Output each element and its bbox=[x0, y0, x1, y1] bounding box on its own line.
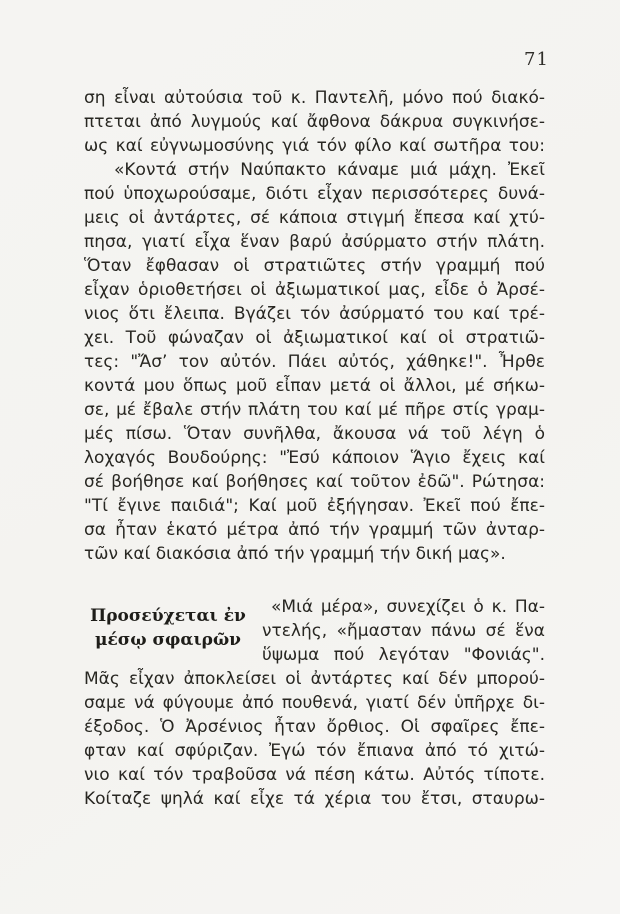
section-column-text bbox=[252, 595, 545, 667]
text-line: χει. Τοῦ φώναζαν οἱ ἀξιωματικοί καί οἱ στρατιῶ- bbox=[84, 328, 545, 348]
paragraph-quote-battle bbox=[84, 158, 545, 566]
text-line: νιος ὅτι ἔλειπα. Βγάζει τόν ἀσύρματό του καί τρέ- bbox=[84, 304, 545, 324]
text-line: εἶχαν ὁριοθετήσει οἱ ἀξιωματικοί μας, εἶδε ὁ Ἀρσέ- bbox=[84, 280, 545, 300]
paragraph-continuation bbox=[84, 86, 545, 158]
text-line: ση εἶναι αὐτούσια τοῦ κ. Παντελῆ, μόνο πού διακό- bbox=[84, 88, 545, 108]
text-line: τες: "Ἄσ’ τον αὐτόν. Πάει αὐτός, χάθηκε!". Ἦρθε bbox=[84, 352, 545, 372]
text-line: σέ βοήθησε καί βοήθησες καί τοῦτον ἐδῶ". Ρώτησα: bbox=[84, 472, 545, 492]
text-line: πησα, γιατί εἶχα ἕναν βαρύ ἀσύρματο στήν πλάτη. bbox=[84, 232, 545, 252]
text-line: μεις οἱ ἀντάρτες, σέ κάποια στιγμή ἔπεσα καί χτύ- bbox=[84, 208, 545, 228]
section-inset-heading bbox=[84, 604, 252, 652]
section-columns bbox=[84, 595, 545, 667]
section-full-width-text bbox=[84, 667, 545, 811]
text-line: έξοδος. Ὁ Ἀρσένιος ἦταν ὄρθιος. Οἱ σφαῖρες ἔπε- bbox=[84, 717, 545, 737]
heading-line: Προσεύχεται ἐν bbox=[90, 606, 246, 626]
text-line: νιο καί τόν τραβοῦσα νά πέση κάτω. Αὐτός τίποτε. bbox=[84, 765, 545, 785]
text-line: ως καί εὐγνωμοσύνης γιά τόν φίλο καί σωτῆρα του: bbox=[84, 136, 545, 156]
text-line: Ὅταν ἔφθασαν οἱ στρατιῶτες στήν γραμμή πού bbox=[84, 256, 545, 276]
text-line: ντελής, «ἤμασταν πάνω σέ ἕνα bbox=[262, 621, 545, 641]
page-number: 71 bbox=[524, 49, 549, 70]
page-text-block bbox=[84, 86, 545, 811]
text-line: ὕψωμα πού λεγόταν "Φονιάς". bbox=[262, 645, 545, 665]
text-line: «Κοντά στήν Ναύπακτο κάναμε μιά μάχη. Ἐκεῖ bbox=[114, 160, 545, 180]
text-line: σε, μέ ἔβαλε στήν πλάτη του καί μέ πῆρε στίς γραμ- bbox=[84, 400, 545, 420]
text-line: λοχαγός Βουδούρης: "Ἐσύ κάποιον Ἅγιο ἔχεις καί bbox=[84, 448, 545, 468]
text-line: φταν καί σφύριζαν. Ἐγώ τόν ἔπιανα ἀπό τό χιτώ- bbox=[84, 741, 545, 761]
text-line: Κοίταζε ψηλά καί εἶχε τά χέρια του ἔτσι, σταυρω- bbox=[84, 789, 545, 809]
text-line: σα ἦταν ἑκατό μέτρα ἀπό τήν γραμμή τῶν ἀνταρ- bbox=[84, 520, 545, 540]
heading-line: μέσῳ σφαιρῶν bbox=[95, 630, 241, 650]
text-line: "Τί ἔγινε παιδιά"; Καί μοῦ ἐξήγησαν. Ἐκεῖ πού ἔπε- bbox=[84, 496, 545, 516]
text-line: τῶν καί διακόσια ἀπό τήν γραμμή τήν δική μας». bbox=[84, 544, 506, 564]
text-line: σαμε νά φύγουμε ἀπό πουθενά, γιατί δέν ὑπῆρχε δι- bbox=[84, 693, 545, 713]
text-line: κοντά μου ὅπως μοῦ εἶπαν μετά οἱ ἄλλοι, μέ σήκω- bbox=[84, 376, 545, 396]
text-line: «Μιά μέρα», συνεχίζει ὁ κ. Πα- bbox=[271, 597, 545, 617]
text-line: μές πίσω. Ὅταν συνῆλθα, ἄκουσα νά τοῦ λέγη ὁ bbox=[84, 424, 545, 444]
text-line: πού ὑποχωρούσαμε, διότι εἶχαν περισσότερες δυνά- bbox=[84, 184, 545, 204]
text-line: πτεται ἀπό λυγμούς καί ἄφθονα δάκρυα συγκινήσε- bbox=[84, 112, 545, 132]
section-prays-amid-bullets bbox=[84, 595, 545, 811]
text-line: Μᾶς εἶχαν ἀποκλείσει οἱ ἀντάρτες καί δέν μπορού- bbox=[84, 669, 545, 689]
